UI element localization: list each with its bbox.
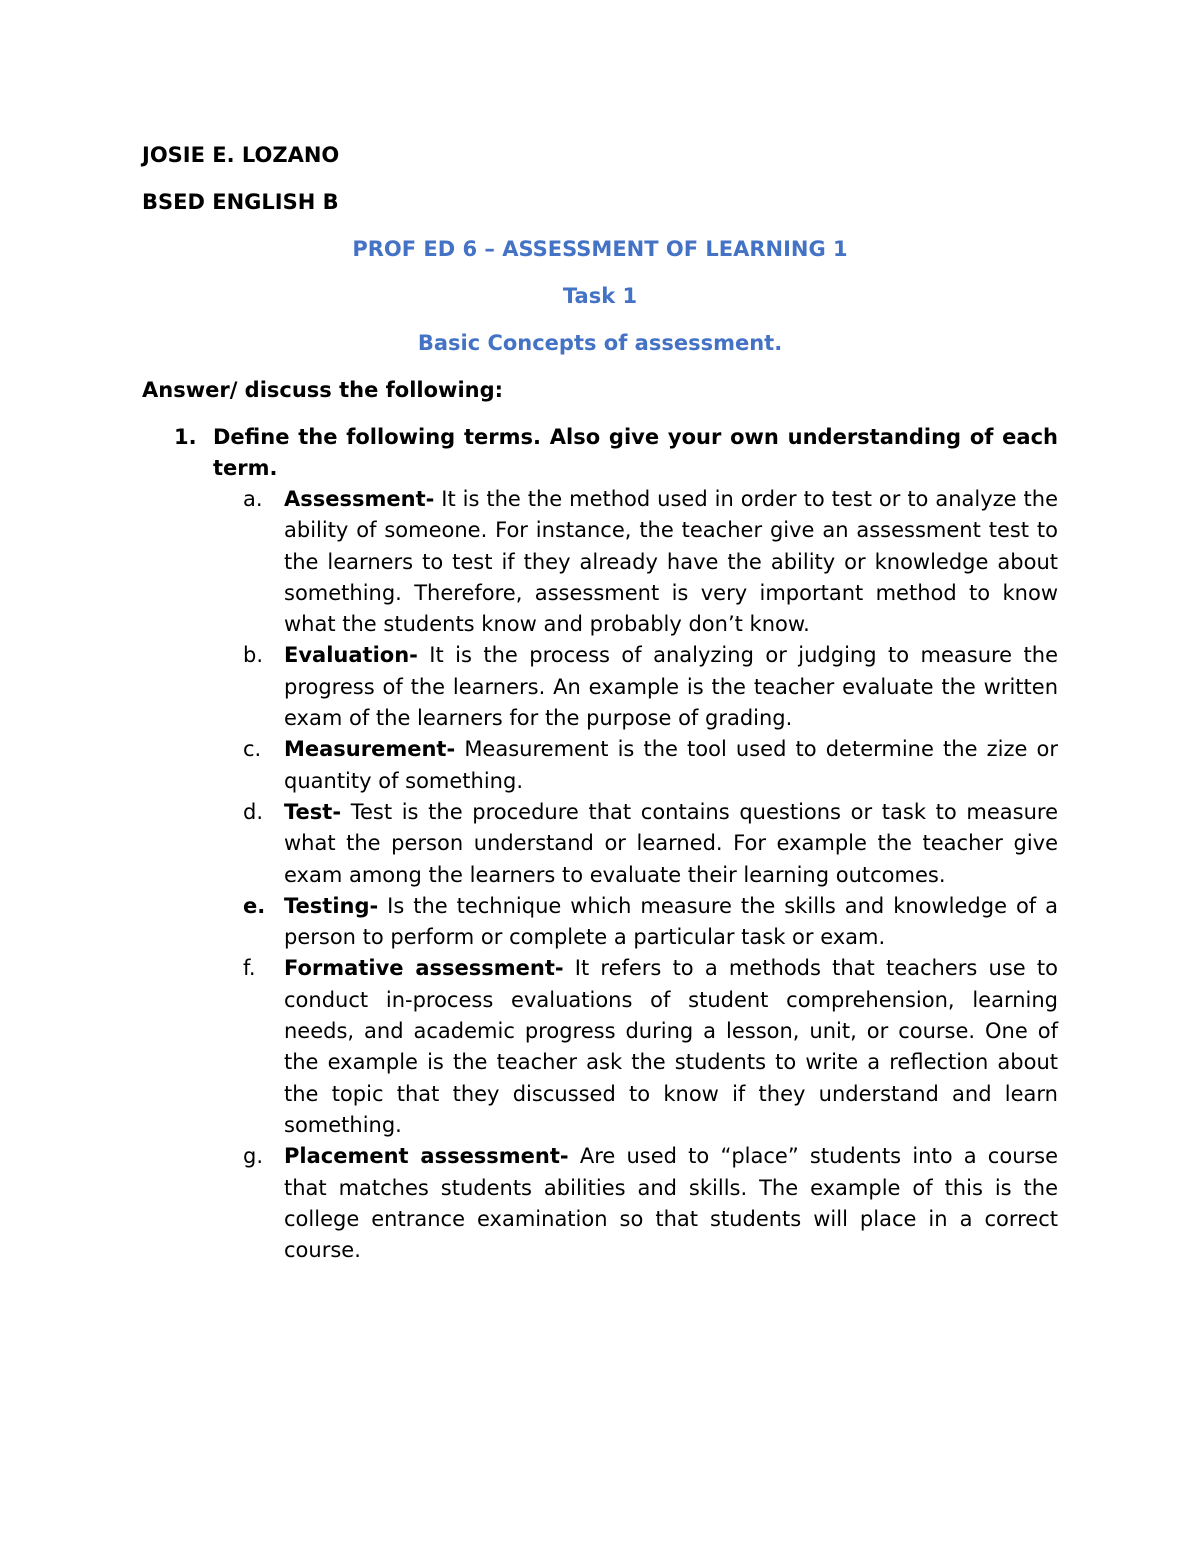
list-item-placement-assessment: [243, 1141, 1058, 1266]
list-item-formative-assessment: [243, 953, 1058, 1141]
student-course: BSED ENGLISH B: [142, 190, 339, 214]
item-text: Are used to “place” students into a course that matches students abilities and skills. The example of this is the college entrance examination so that students will place in a correct course.: [284, 1144, 1058, 1263]
item-text: Is the technique which measure the skills and knowledge of a person to perform or complete a particular task or exam.: [284, 893, 1058, 950]
item-letter: d.: [243, 799, 264, 824]
item-letter: g.: [243, 1144, 264, 1169]
task-title: Task 1: [562, 284, 638, 308]
list-item-evaluation: [243, 640, 1058, 734]
item-text: It is the the method used in order to test or to analyze the ability of someone. For instance, the teacher give an assessment test to the learners to test if they already have the ability or knowledge about something. Therefore, assessment is very important method to know what the students know and probably don’t know.: [284, 487, 1058, 637]
item-term: Evaluation-: [284, 643, 418, 668]
item-term: Test-: [284, 799, 342, 824]
student-name: JOSIE E. LOZANO: [142, 143, 340, 167]
item-text: It refers to a methods that teachers use to conduct in-process evaluations of student comprehension, learning needs, and academic progress during a lesson, unit, or course. One of the example is the teacher ask the students to write a reflection about the topic that they discussed to know if they understand and learn something.: [284, 956, 1058, 1137]
item-letter: e.: [243, 893, 266, 918]
item-term: Placement assessment-: [284, 1144, 569, 1169]
item-text: Test is the procedure that contains questions or task to measure what the person understand or learned. For example the teacher give exam among the learners to evaluate their learning outcomes.: [284, 799, 1058, 887]
topic-title: Basic Concepts of assessment.: [417, 331, 783, 355]
item-text: Measurement is the tool used to determine the zize or quantity of something.: [284, 737, 1058, 793]
list-item-measurement: [243, 734, 1058, 797]
item-letter: c.: [243, 737, 262, 762]
list-item-testing: [243, 891, 1058, 954]
item-text: It is the process of analyzing or judging to measure the progress of the learners. An example is the teacher evaluate the written exam of the learners for the purpose of grading.: [284, 643, 1058, 731]
question-text: Define the following terms. Also give your own understanding of each term.: [213, 425, 1058, 481]
item-letter: f.: [243, 956, 256, 981]
item-term: Testing-: [284, 893, 379, 918]
item-term: Measurement-: [284, 737, 456, 762]
item-term: Formative assessment-: [284, 956, 564, 981]
subject-title: PROF ED 6 – ASSESSMENT OF LEARNING 1: [352, 237, 848, 261]
question-number: 1.: [174, 425, 197, 449]
instruction-text: Answer/ discuss the following:: [142, 378, 504, 402]
item-letter: a.: [243, 487, 263, 511]
item-letter: b.: [243, 643, 264, 668]
item-term: Assessment-: [284, 487, 435, 511]
question-1: [174, 422, 1058, 485]
list-item-test: [243, 797, 1058, 891]
list-item-assessment: [243, 484, 1058, 640]
definition-list: [243, 484, 1058, 1266]
